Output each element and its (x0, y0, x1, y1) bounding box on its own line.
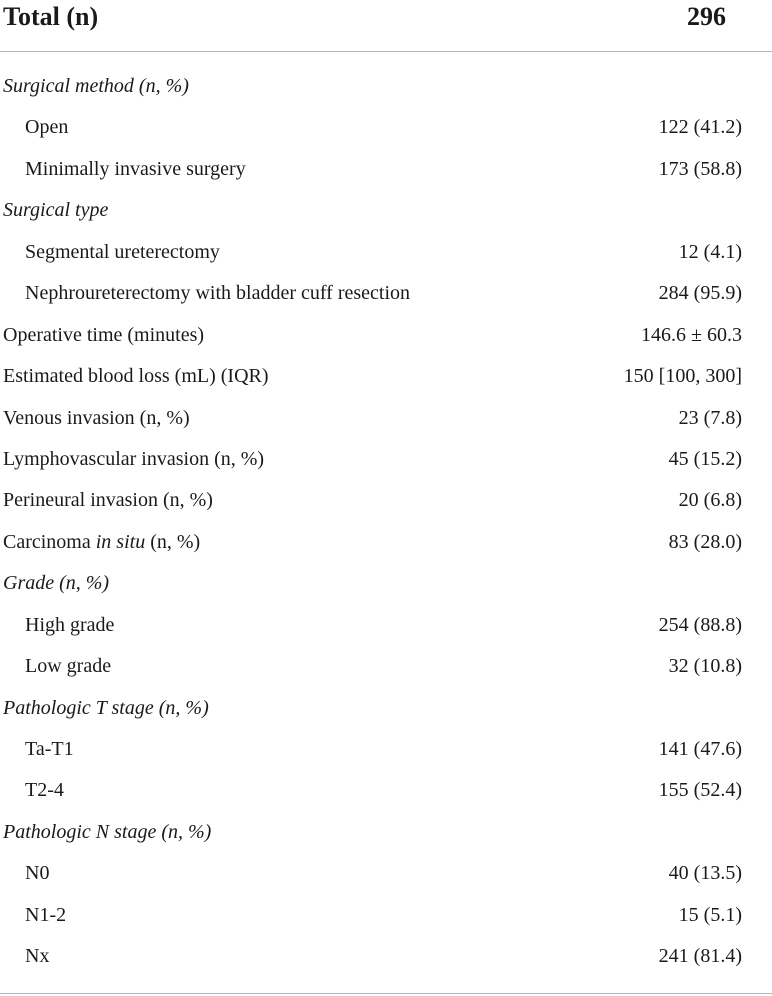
row-label: Perineural invasion (n, %) (3, 489, 213, 512)
row-value: 32 (10.8) (668, 655, 742, 678)
row-label: High grade (25, 613, 115, 636)
header-total: 296 (687, 2, 726, 31)
table-row (0, 522, 772, 563)
row-label: Operative time (minutes) (3, 323, 205, 346)
row-value: 146.6 ± 60.3 (641, 323, 742, 346)
row-value: 122 (41.2) (658, 116, 742, 139)
row-value: 40 (13.5) (668, 862, 742, 885)
section-label: Pathologic T stage (n, %) (3, 696, 209, 719)
table-row (0, 190, 772, 231)
section-label: Grade (n, %) (3, 572, 110, 595)
row-value: 15 (5.1) (678, 903, 742, 926)
row-value: 155 (52.4) (658, 779, 742, 802)
table-row (0, 812, 772, 853)
table-row (0, 232, 772, 273)
table-row (0, 853, 772, 894)
header-label: Total (n) (3, 2, 99, 31)
table-header (0, 0, 772, 50)
row-value: 83 (28.0) (668, 530, 742, 553)
table-body (0, 66, 772, 978)
row-label: N1-2 (25, 903, 67, 926)
row-value: 254 (88.8) (658, 613, 742, 636)
table-row (0, 729, 772, 770)
table-row (0, 439, 772, 480)
table-row (0, 315, 772, 356)
row-label-text: Carcinoma (3, 530, 96, 553)
table-row (0, 605, 772, 646)
section-label: Pathologic N stage (n, %) (3, 820, 212, 843)
header-divider (0, 51, 772, 52)
table-row (0, 563, 772, 604)
row-value: 12 (4.1) (678, 240, 742, 263)
row-value: 23 (7.8) (678, 406, 742, 429)
row-label: Estimated blood loss (mL) (IQR) (3, 365, 269, 388)
table-row (0, 770, 772, 811)
table-row (0, 107, 772, 148)
row-value: 241 (81.4) (658, 945, 742, 968)
row-value: 284 (95.9) (658, 282, 742, 305)
table-row (0, 480, 772, 521)
section-label: Surgical type (3, 199, 109, 222)
row-label: Lymphovascular invasion (n, %) (3, 447, 265, 470)
table-bottom-divider (0, 993, 772, 994)
row-label: N0 (25, 862, 50, 885)
row-label-suffix: (n, %) (145, 530, 201, 553)
row-label: Nx (25, 945, 50, 968)
row-label: Low grade (25, 655, 112, 678)
table-row (0, 356, 772, 397)
row-label: Open (25, 116, 69, 139)
row-label (3, 522, 200, 563)
row-label: Minimally invasive surgery (25, 157, 246, 180)
row-label: Ta-T1 (25, 738, 74, 760)
row-label: Venous invasion (n, %) (3, 406, 190, 429)
table-row (0, 646, 772, 687)
row-label-italic: in situ (95, 530, 146, 553)
row-label: Segmental ureterectomy (25, 240, 220, 263)
row-label: Nephroureterectomy with bladder cuff resection (25, 282, 411, 305)
table-row (0, 273, 772, 314)
row-value: 20 (6.8) (678, 489, 742, 512)
row-label: T2-4 (25, 779, 64, 802)
table-row (0, 398, 772, 439)
table-row (0, 66, 772, 107)
section-label: Surgical method (n, %) (3, 75, 189, 97)
table-row (0, 149, 772, 190)
row-value: 141 (47.6) (658, 738, 742, 760)
row-value: 45 (15.2) (668, 447, 742, 470)
row-value: 150 [100, 300] (623, 365, 742, 388)
row-value: 173 (58.8) (658, 157, 742, 180)
table-row (0, 936, 772, 977)
table-row (0, 688, 772, 729)
table-row (0, 895, 772, 936)
